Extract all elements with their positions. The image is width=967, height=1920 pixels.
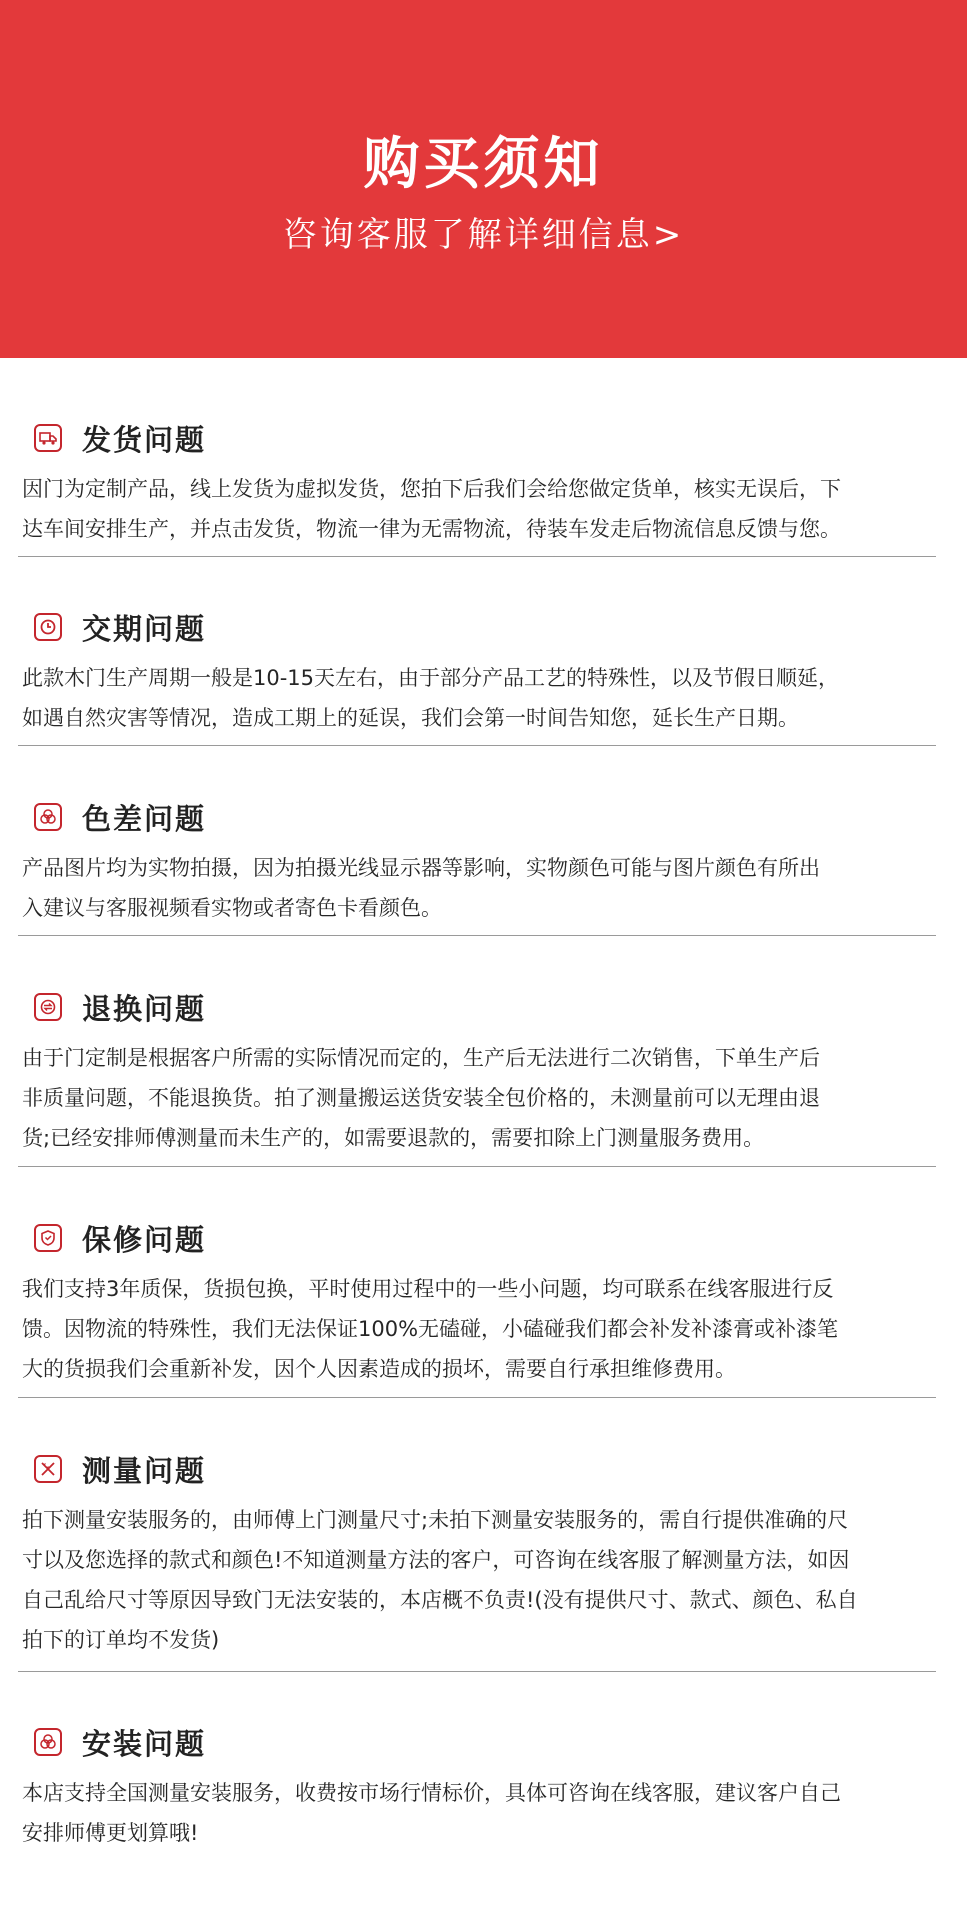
header-banner [0, 0, 967, 358]
section-header [34, 987, 206, 1027]
section-title: 色差问题 [82, 801, 207, 836]
section-title: 测量问题 [82, 1453, 207, 1488]
divider [18, 1671, 936, 1672]
section-header [34, 1218, 206, 1258]
section-header [34, 1449, 206, 1489]
section-title: 保修问题 [82, 1222, 207, 1257]
section-header [34, 418, 206, 458]
clock-icon [34, 613, 62, 641]
divider [18, 1397, 936, 1398]
section-body: 由于门定制是根据客户所需的实际情况而定的，生产后无法进行二次销售，下单生产后 非质量问题，不能退换货。拍了测量搬运送货安装全包价格的，未测量前可以无理由退 货;已经安排师傅测量而未生产的，如需要退款的，需要扣除上门测量服务费用。 [22, 1046, 820, 1150]
section-title: 发货问题 [82, 422, 207, 457]
divider [18, 556, 936, 557]
section-body: 此款木门生产周期一般是10-15天左右，由于部分产品工艺的特殊性，以及节假日顺延， 如遇自然灾害等情况，造成工期上的延误，我们会第一时间告知您，延长生产日期。 [22, 666, 840, 730]
divider [18, 935, 936, 936]
divider [18, 1166, 936, 1167]
measure-tools-icon [34, 1455, 62, 1483]
section-body: 我们支持3年质保，货损包换，平时使用过程中的一些小问题，均可联系在线客服进行反 馈。因物流的特殊性，我们无法保证100%无磕碰，小磕碰我们都会补发补漆膏或补漆笔 大的货损我们会重新补发，因个人因素造成的损坏，需要自行承担维修费用。 [22, 1277, 839, 1381]
color-circles-icon [34, 803, 62, 831]
section-body: 拍下测量安装服务的，由师傅上门测量尺寸;未拍下测量安装服务的，需自行提供准确的尺 寸以及您选择的款式和颜色!不知道测量方法的客户，可咨询在线客服了解测量方法，如因 自己乱给尺寸等原因导致门无法安装的，本店概不负责!(没有提供尺寸、款式、颜色、私自 拍下的订单均不发货) [22, 1508, 858, 1652]
section-header [34, 607, 206, 647]
divider [18, 745, 936, 746]
contact-service-link[interactable]: 咨询客服了解详细信息> [282, 215, 685, 255]
section-header [34, 797, 206, 837]
section-body: 产品图片均为实物拍摄，因为拍摄光线显示器等影响，实物颜色可能与图片颜色有所出 入建议与客服视频看实物或者寄色卡看颜色。 [22, 856, 820, 920]
exchange-icon [34, 993, 62, 1021]
color-circles-icon [34, 1728, 62, 1756]
section-title: 安装问题 [82, 1726, 207, 1761]
section-title: 交期问题 [82, 611, 207, 646]
section-header [34, 1722, 206, 1762]
page-title: 购买须知 [363, 132, 604, 197]
section-body: 本店支持全国测量安装服务，收费按市场行情标价，具体可咨询在线客服，建议客户自己 安排师傅更划算哦! [22, 1781, 841, 1845]
section-title: 退换问题 [82, 991, 207, 1026]
truck-icon [34, 424, 62, 452]
shield-icon [34, 1224, 62, 1252]
section-body: 因门为定制产品，线上发货为虚拟发货，您拍下后我们会给您做定货单，核实无误后，下 达车间安排生产，并点击发货，物流一律为无需物流，待装车发走后物流信息反馈与您。 [22, 477, 841, 541]
